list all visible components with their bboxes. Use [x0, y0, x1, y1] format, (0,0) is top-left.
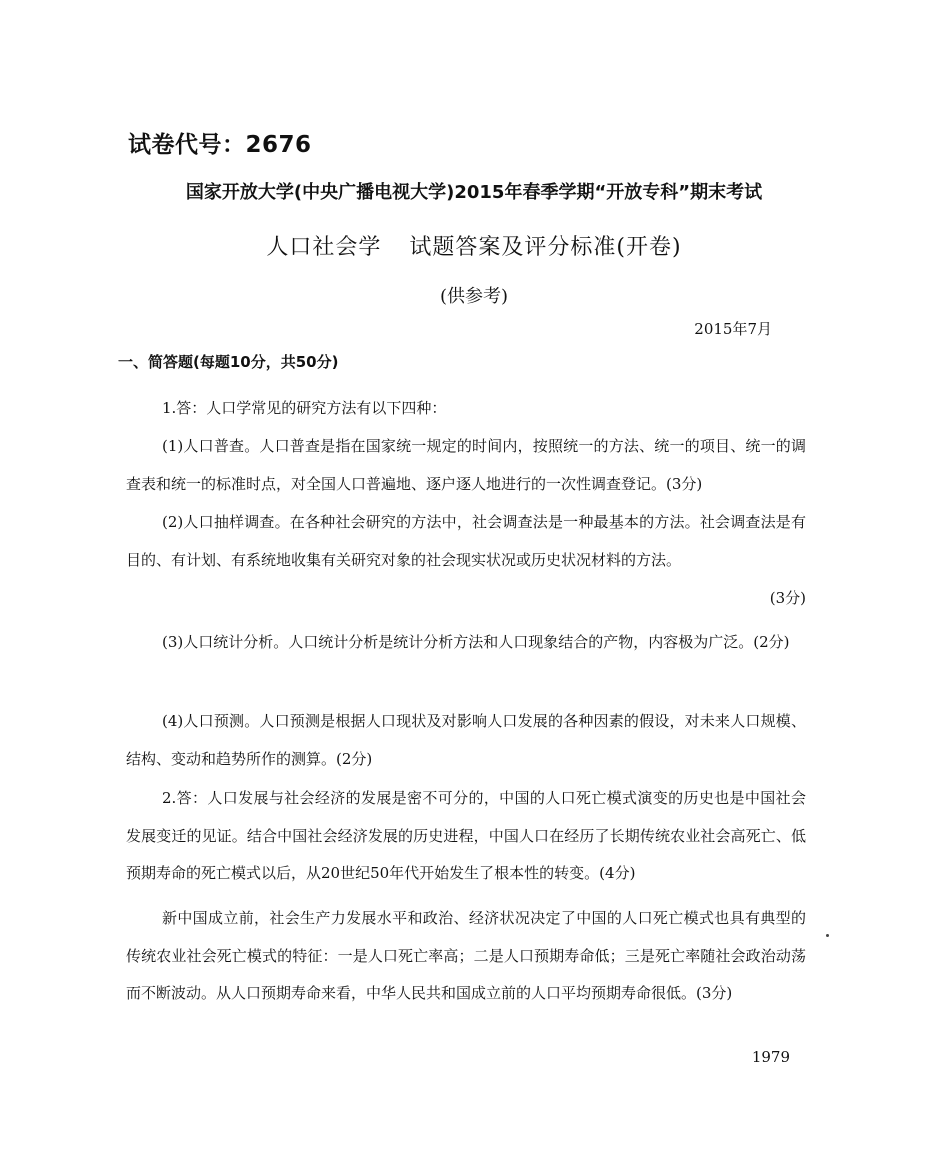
q1-item-4: (4)人口预测。人口预测是根据人口现状及对影响人口发展的各种因素的假设，对未来人口规模、结构、变动和趋势所作的测算。(2分) — [126, 712, 806, 768]
q1-item-2: (2)人口抽样调查。在各种社会研究的方法中，社会调查法是一种最基本的方法。社会调查法是有目的、有计划、有系统地收集有关研究对象的社会现实状况或历史状况材料的方法。 — [126, 513, 806, 569]
school-exam-heading: 国家开放大学(中央广播电视大学)2015年春季学期“开放专科”期末考试 — [185, 182, 763, 203]
course-name: 人口社会学 — [266, 235, 382, 260]
reference-note: (供参考) — [439, 286, 509, 307]
exam-code: 试卷代号：2676 — [128, 132, 312, 158]
q2-paragraph-1: 2.答：人口发展与社会经济的发展是密不可分的，中国的人口死亡模式演变的历史也是中国社会发展变迁的见证。结合中国社会经济发展的历史进程，中国人口在经历了长期传统农业社会高死亡、低预期寿命的死亡模式以后，从20世纪50年代开始发生了根本性的转变。(4分) — [126, 789, 806, 882]
page-number: 1979 — [751, 1048, 790, 1066]
title-description: 试题答案及评分标准(开卷) — [409, 235, 682, 260]
q1-intro: 1.答：人口学常见的研究方法有以下四种： — [162, 399, 447, 417]
section-heading: 一、简答题(每题10分，共50分) — [118, 353, 339, 371]
q2-paragraph-2: 新中国成立前，社会生产力发展水平和政治、经济状况决定了中国的人口死亡模式也具有典型的传统农业社会死亡模式的特征：一是人口死亡率高；二是人口预期寿命低；三是死亡率随社会政治动荡而不断波动。从人口预期寿命来看，中华人民共和国成立前的人口平均预期寿命很低。(3分) — [126, 909, 806, 1002]
document-title — [0, 230, 948, 261]
q1-item-3: (3)人口统计分析。人口统计分析是统计分析方法和人口现象结合的产物，内容极为广泛。(2分) — [162, 633, 790, 651]
scan-speck — [826, 934, 829, 937]
q1-item-2-score: (3分) — [769, 589, 806, 607]
exam-date: 2015年7月 — [694, 320, 772, 338]
q1-item-1: (1)人口普查。人口普查是指在国家统一规定的时间内，按照统一的方法、统一的项目、统一的调查表和统一的标准时点，对全国人口普遍地、逐户逐人地进行的一次性调查登记。(3分) — [126, 437, 806, 493]
